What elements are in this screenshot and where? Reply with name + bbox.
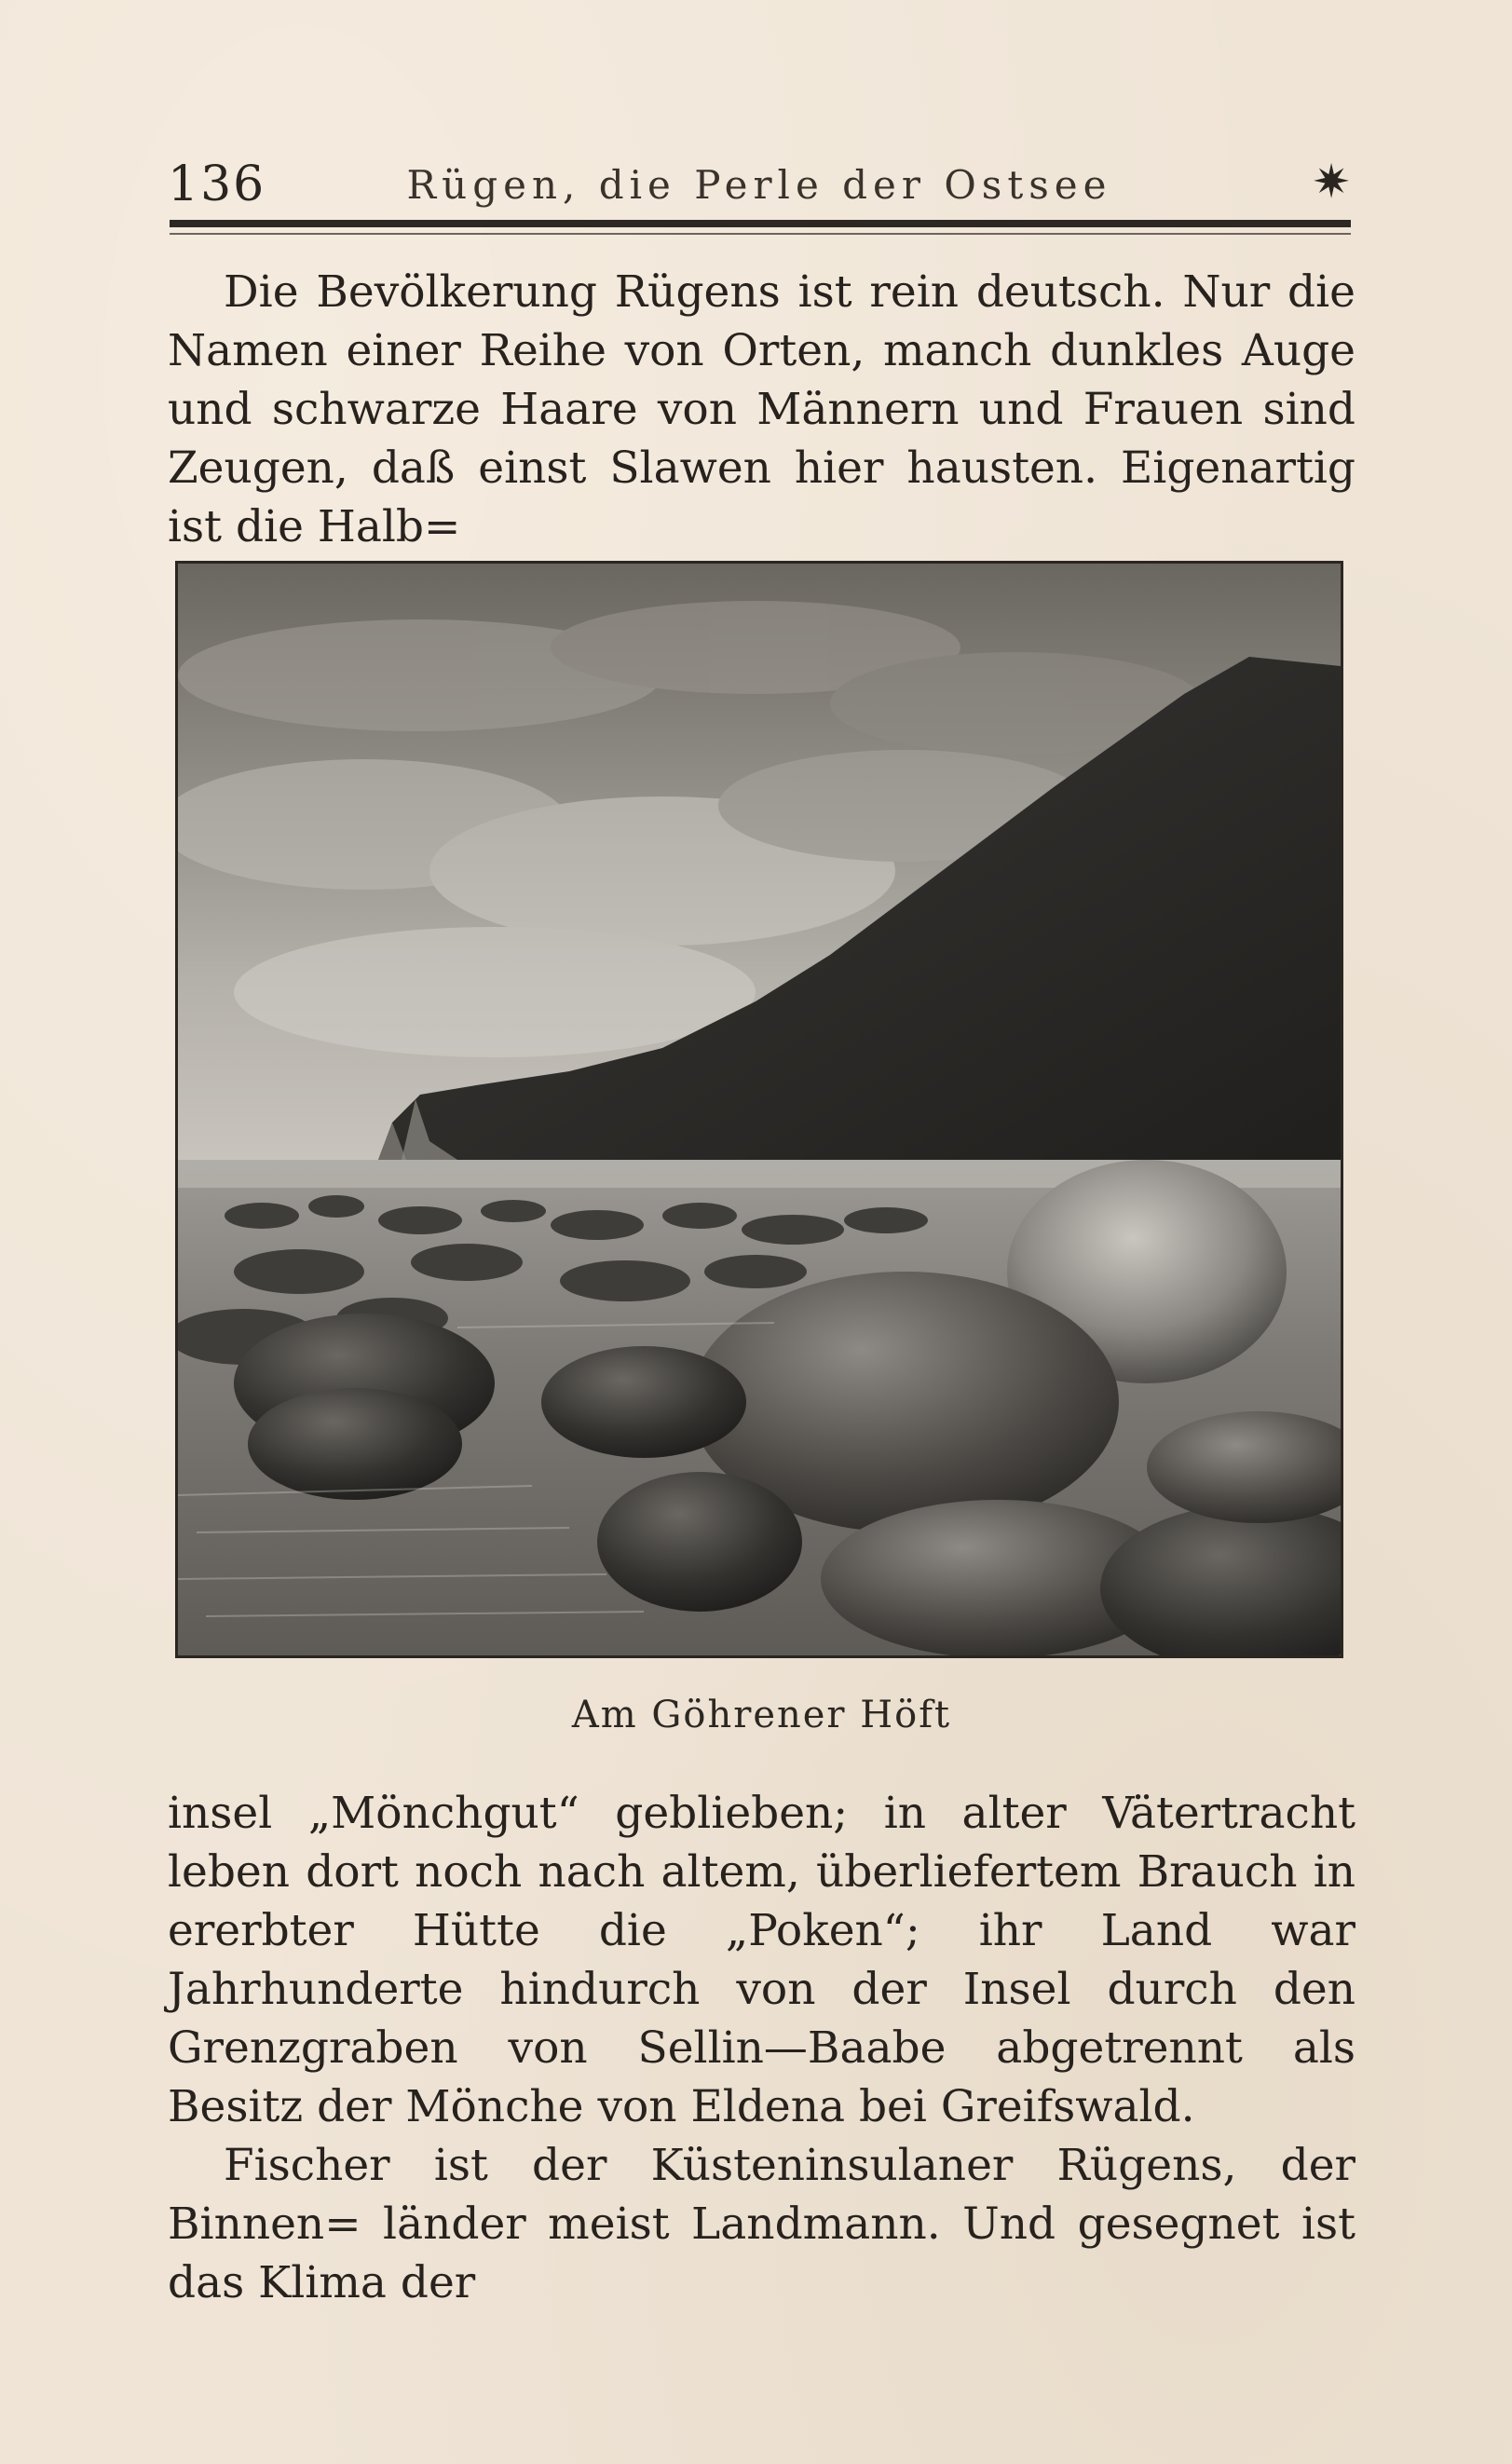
body-text-bottom — [168, 1784, 1355, 2312]
paragraph: insel „Mönchgut“ geblieben; in alter Vätertracht leben dort noch nach altem, überliefertem Brauch in ererbter Hütte die „Poken“; ihr Land war Jahrhunderte hindurch von der Insel durch den Grenzgraben von Sellin—Baabe abgetrennt als Besitz der Mönche von Eldena bei Greifswald. — [168, 1788, 1355, 2132]
header-rule-thick — [170, 220, 1351, 227]
paragraph: Fischer ist der Küsteninsulaner Rügens, der Binnen= länder meist Landmann. Und gesegnet ist das Klima der — [168, 2140, 1355, 2308]
figure-caption: Am Göhrener Höft — [571, 1694, 952, 1736]
star-ornament-icon: ✷ — [1312, 155, 1351, 209]
paragraph: Die Bevölkerung Rügens ist rein deutsch. Nur die Namen einer Reihe von Orten, manch dunkles Auge und schwarze Haare von Männern und Frauen sind Zeugen, daß einst Slawen hier hausten. Eigenartig ist die Halb= — [168, 266, 1355, 552]
page-header — [168, 149, 1351, 214]
header-rule-thin — [170, 233, 1351, 235]
running-head: Rügen, die Perle der Ostsee — [406, 162, 1112, 208]
page-number: 136 — [168, 157, 266, 212]
body-text-top — [168, 263, 1355, 556]
coastal-photograph — [175, 561, 1343, 1658]
